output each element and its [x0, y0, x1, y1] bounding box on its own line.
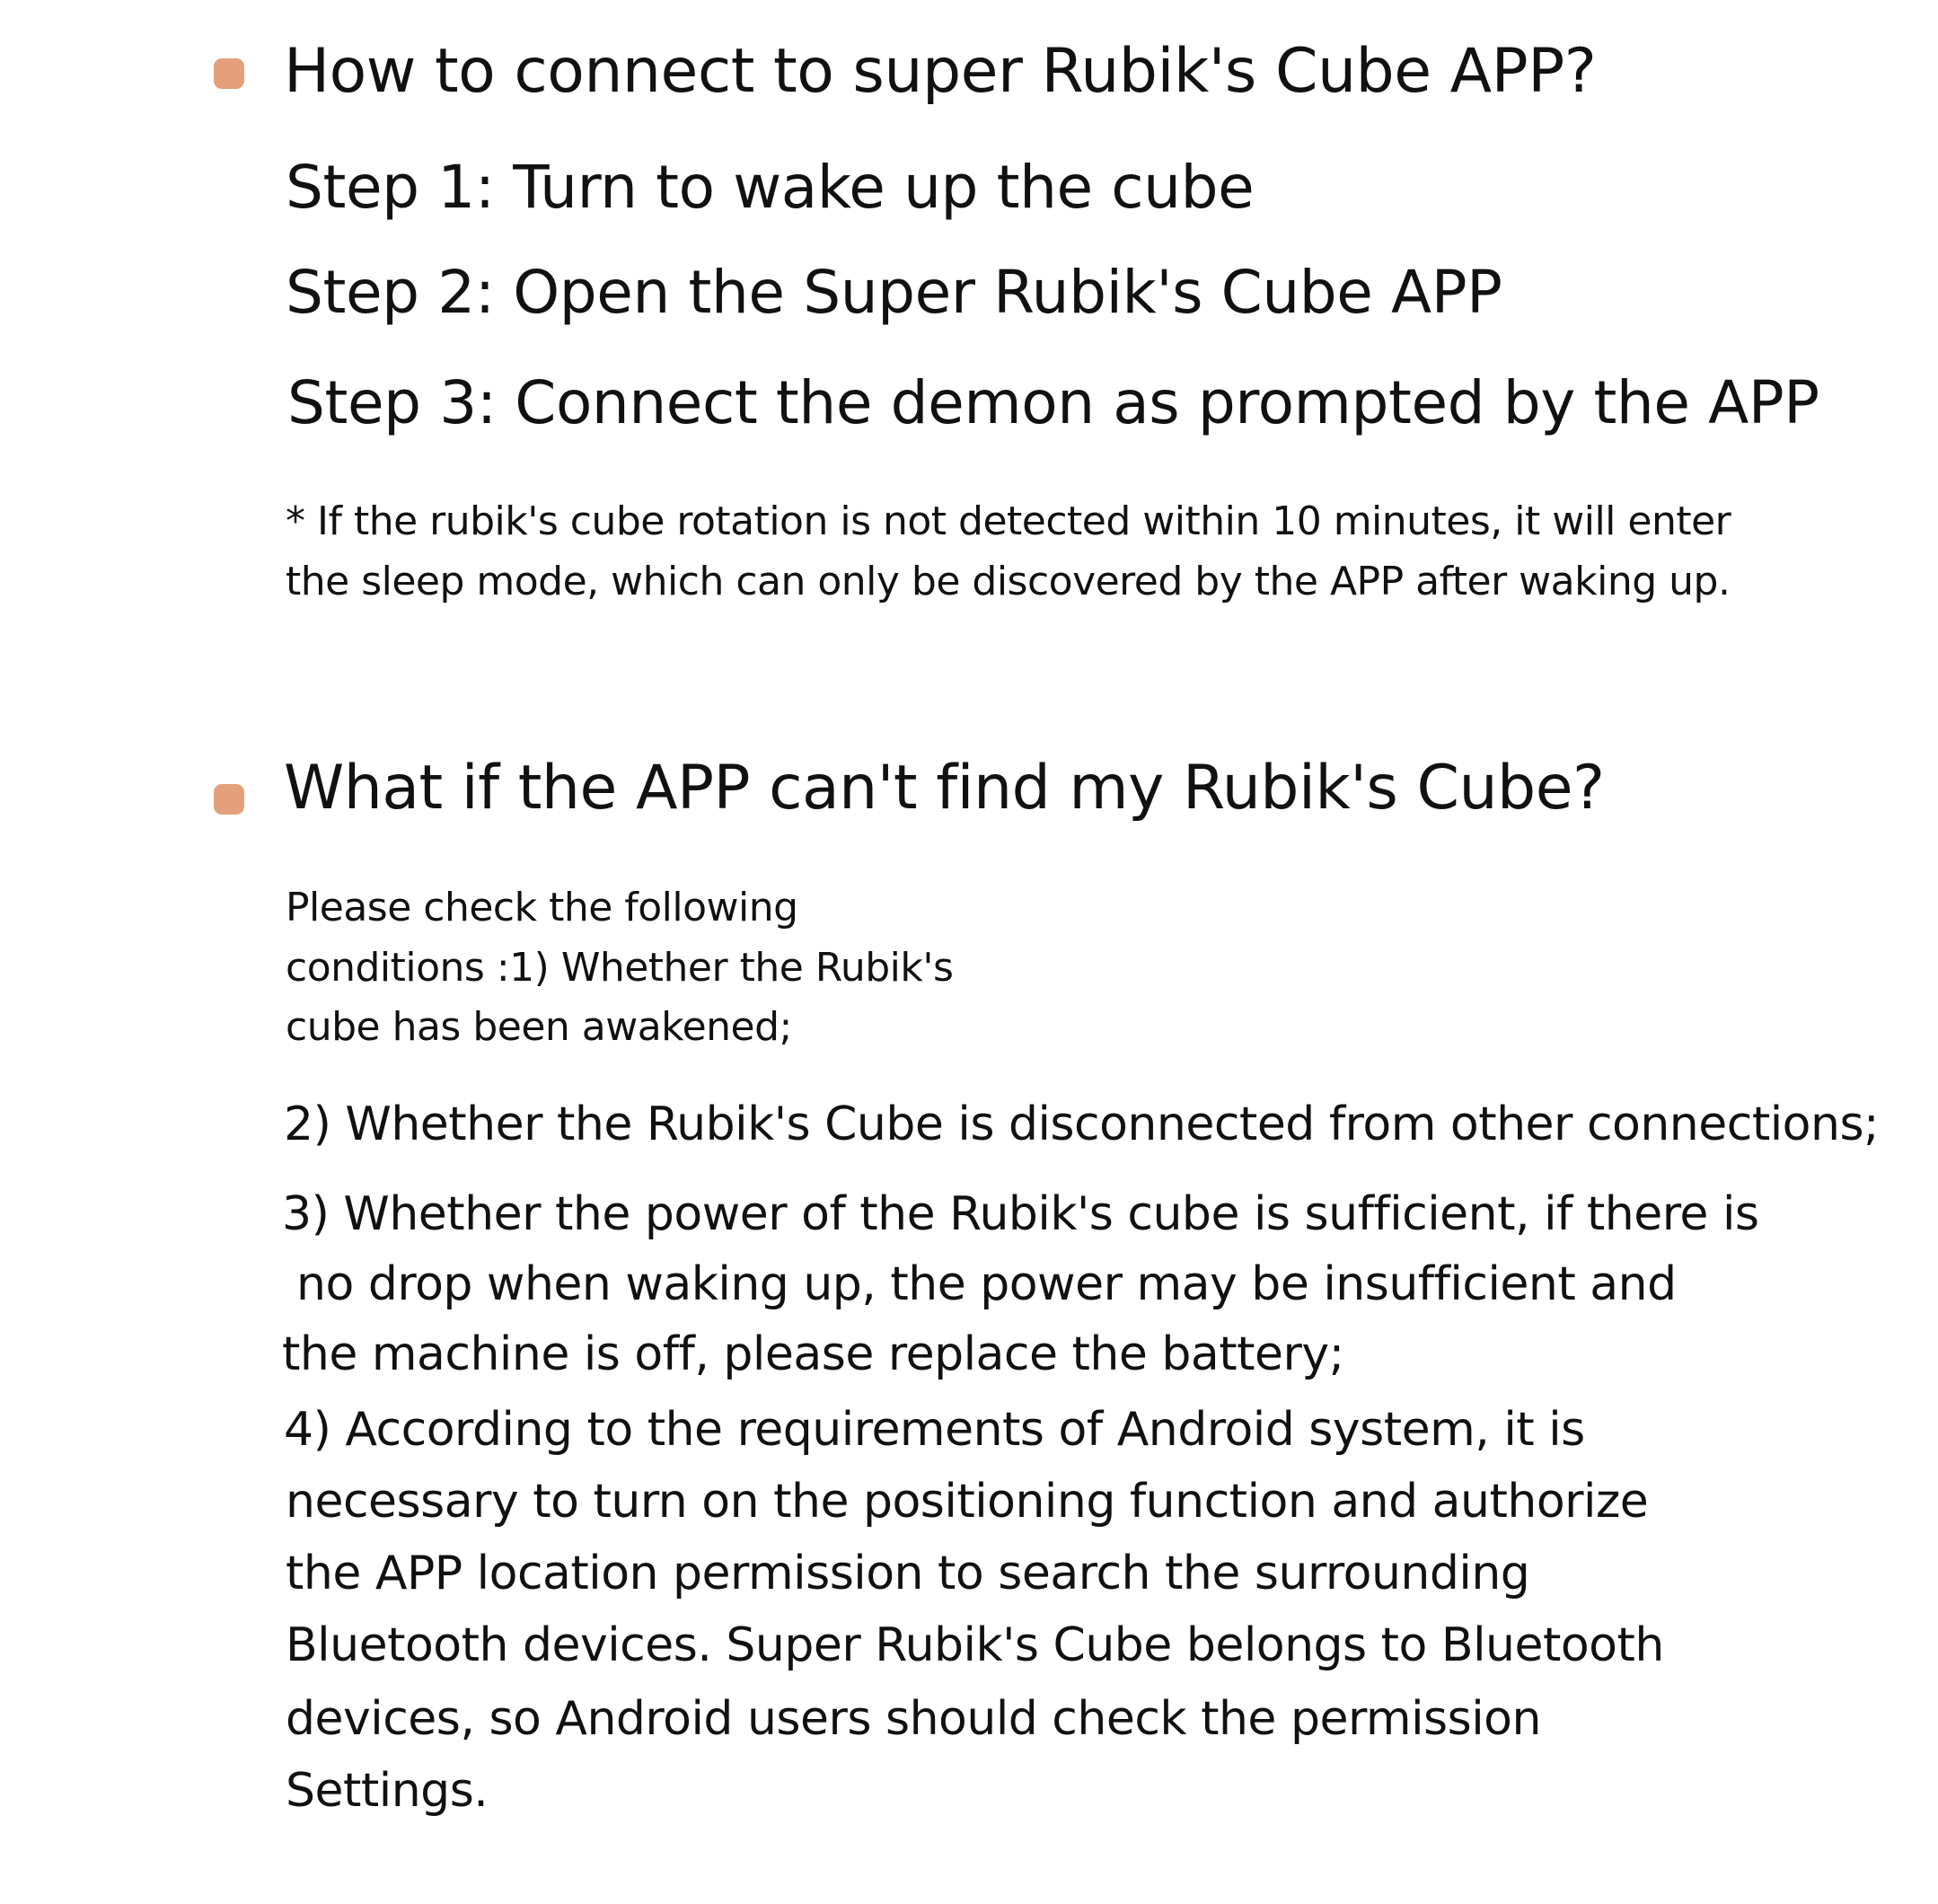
- condition-4-line-4: Bluetooth devices. Super Rubik's Cube belongs to Bluetooth: [286, 1618, 1664, 1672]
- bullet-icon: [214, 58, 244, 89]
- condition-4-line-1: 4) According to the requirements of Android system, it is: [284, 1403, 1585, 1457]
- bullet-icon: [214, 784, 244, 815]
- condition-4-line-6: Settings.: [286, 1764, 489, 1818]
- intro-line-2: conditions :1) Whether the Rubik's: [286, 945, 954, 991]
- condition-2: 2) Whether the Rubik's Cube is disconnected from other connections;: [284, 1097, 1880, 1151]
- condition-4-line-2: necessary to turn on the positioning function and authorize: [286, 1475, 1649, 1529]
- sleep-note-line-2: the sleep mode, which can only be discovered by the APP after waking up.: [286, 559, 1731, 604]
- intro-line-3: cube has been awakened;: [286, 1004, 792, 1050]
- condition-3-line-3: the machine is off, please replace the battery;: [282, 1327, 1344, 1381]
- section-heading-troubleshoot: What if the APP can't find my Rubik's Cube?: [284, 753, 1605, 824]
- step-1: Step 1: Turn to wake up the cube: [286, 153, 1255, 222]
- sleep-note-line-1: * If the rubik's cube rotation is not detected within 10 minutes, it will enter: [286, 498, 1731, 544]
- condition-3-line-1: 3) Whether the power of the Rubik's cube is sufficient, if there is: [282, 1187, 1759, 1241]
- step-3: Step 3: Connect the demon as prompted by the APP: [287, 368, 1819, 437]
- condition-3-line-2: no drop when waking up, the power may be insufficient and: [282, 1257, 1677, 1311]
- section-heading-connect: How to connect to super Rubik's Cube APP?: [284, 36, 1597, 107]
- intro-line-1: Please check the following: [286, 885, 798, 930]
- condition-4-line-3: the APP location permission to search the surrounding: [286, 1547, 1530, 1600]
- condition-4-line-5: devices, so Android users should check the permission: [286, 1692, 1541, 1746]
- step-2: Step 2: Open the Super Rubik's Cube APP: [286, 258, 1502, 327]
